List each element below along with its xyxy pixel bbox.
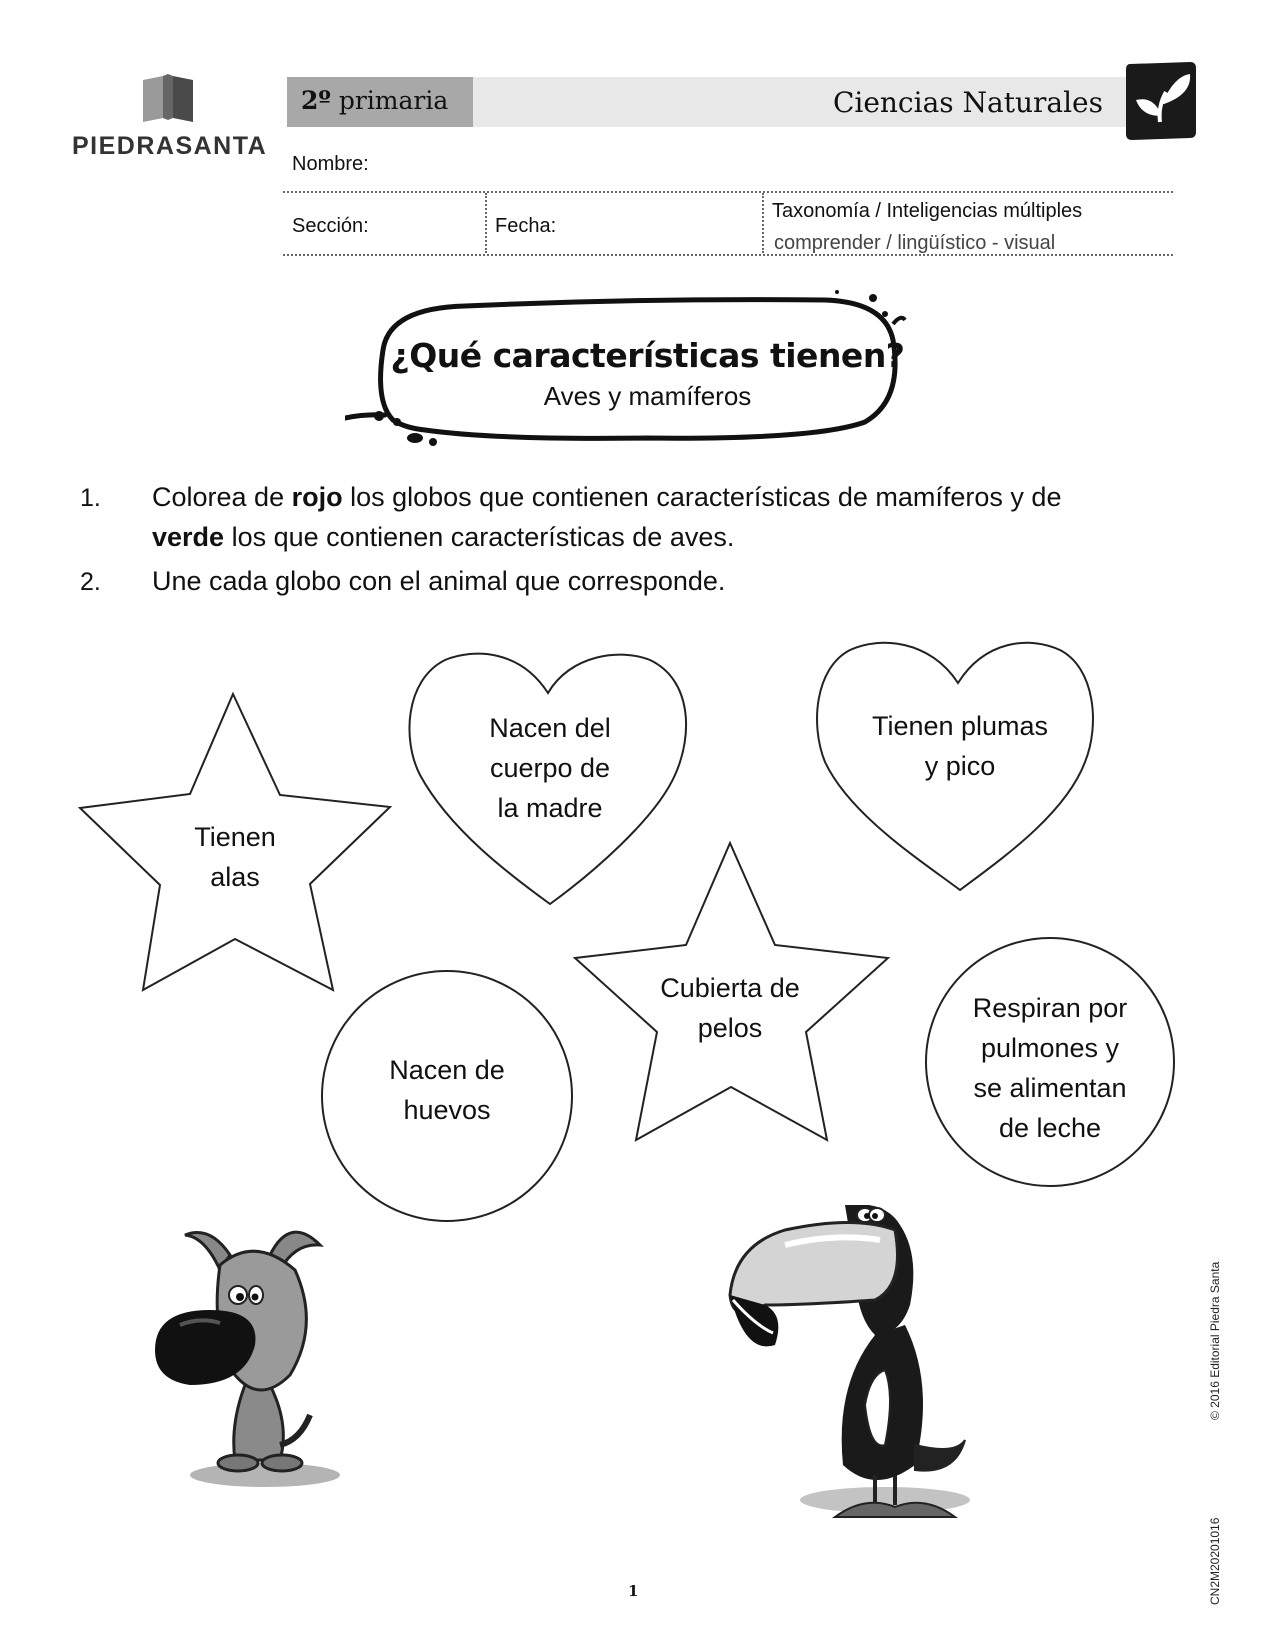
taxonomy-values: comprender / lingüístico - visual — [774, 232, 1056, 254]
taxonomy-title: Taxonomía / Inteligencias múltiples — [772, 200, 1083, 222]
name-label: Nombre: — [292, 153, 369, 175]
balloon-text-pulmones: Respiran por pulmones y se alimentan de leche — [972, 993, 1128, 1143]
worksheet-subtitle: Aves y mamíferos — [543, 381, 752, 411]
balloon-text-plumas: Tienen plumas y pico — [871, 711, 1049, 781]
copyright-notice: © 2016 Editorial Piedra Santa — [1208, 1261, 1222, 1420]
document-code: CN2M20201016 — [1208, 1517, 1222, 1605]
toucan-illustration — [725, 1205, 1015, 1525]
page-number: 1 — [628, 1582, 639, 1600]
grade-label: 2º primaria — [301, 86, 449, 115]
instruction-number: 2. — [80, 568, 101, 596]
dog-illustration — [150, 1215, 350, 1495]
balloon-text-pelos: Cubierta de pelos — [660, 973, 800, 1043]
section-label: Sección: — [292, 215, 369, 237]
worksheet-title: ¿Qué características tienen? — [390, 336, 905, 375]
instruction-number: 1. — [80, 484, 101, 512]
instruction-1: Colorea de rojo los globos que contienen características de mamíferos y de verde los que contienen características de aves. — [152, 482, 1062, 552]
balloon-text-alas: Tienen alas — [194, 822, 276, 892]
balloon-text-huevos: Nacen de huevos — [389, 1055, 505, 1125]
instruction-2: Une cada globo con el animal que corresponde. — [152, 566, 726, 596]
subject-title: Ciencias Naturales — [832, 86, 1103, 119]
date-label: Fecha: — [495, 215, 557, 237]
publisher-name: PIEDRASANTA — [72, 132, 268, 160]
balloon-text-nacen-madre: Nacen del cuerpo de la madre — [489, 713, 611, 823]
